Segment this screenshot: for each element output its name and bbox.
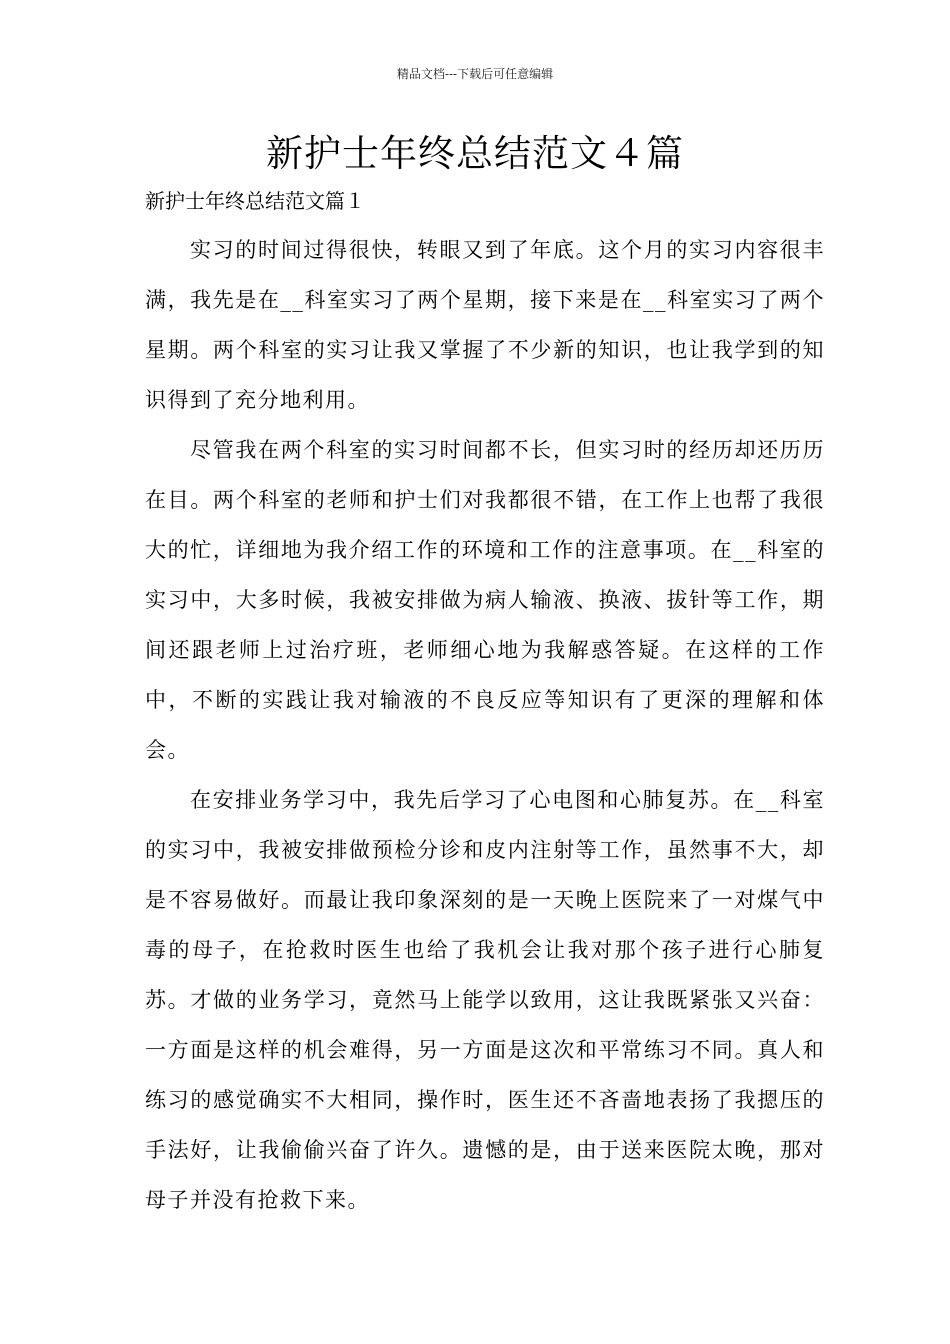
paragraph: 尽管我在两个科室的实习时间都不长，但实习时的经历却还历历在目。两个科室的老师和护士们对我都很不错，在工作上也帮了我很大的忙，详细地为我介绍工作的环境和工作的注意事项。在__科室的实习中，大多时候，我被安排做为病人输液、换液、拔针等工作，期间还跟老师上过治疗班，老师细心地为我解惑答疑。在这样的工作中，不断的实践让我对输液的不良反应等知识有了更深的理解和体会。: [145, 438, 825, 762]
document-title: 新护士年终总结范文４篇: [266, 132, 684, 175]
section-heading: 新护士年终总结范文篇１: [145, 189, 365, 213]
paragraph: 实习的时间过得很快，转眼又到了年底。这个月的实习内容很丰满，我先是在__科室实习了两个星期，接下来是在__科室实习了两个星期。两个科室的实习让我又掌握了不少新的知识，也让我学到的知识得到了充分地利用。: [145, 238, 825, 412]
page-header: 精品文档---下载后可任意编辑: [396, 67, 554, 81]
document-body: [145, 225, 825, 1225]
paragraph: 在安排业务学习中，我先后学习了心电图和心肺复苏。在__科室的实习中，我被安排做预检分诊和皮内注射等工作，虽然事不大，却是不容易做好。而最让我印象深刻的是一天晚上医院来了一对煤气中毒的母子，在抢救时医生也给了我机会让我对那个孩子进行心肺复苏。才做的业务学习，竟然马上能学以致用，这让我既紧张又兴奋：一方面是这样的机会难得，另一方面是这次和平常练习不同。真人和练习的感觉确实不大相同，操作时，医生还不吝啬地表扬了我摁压的手法好，让我偷偷兴奋了许久。遗憾的是，由于送来医院太晚，那对母子并没有抢救下来。: [145, 788, 825, 1212]
